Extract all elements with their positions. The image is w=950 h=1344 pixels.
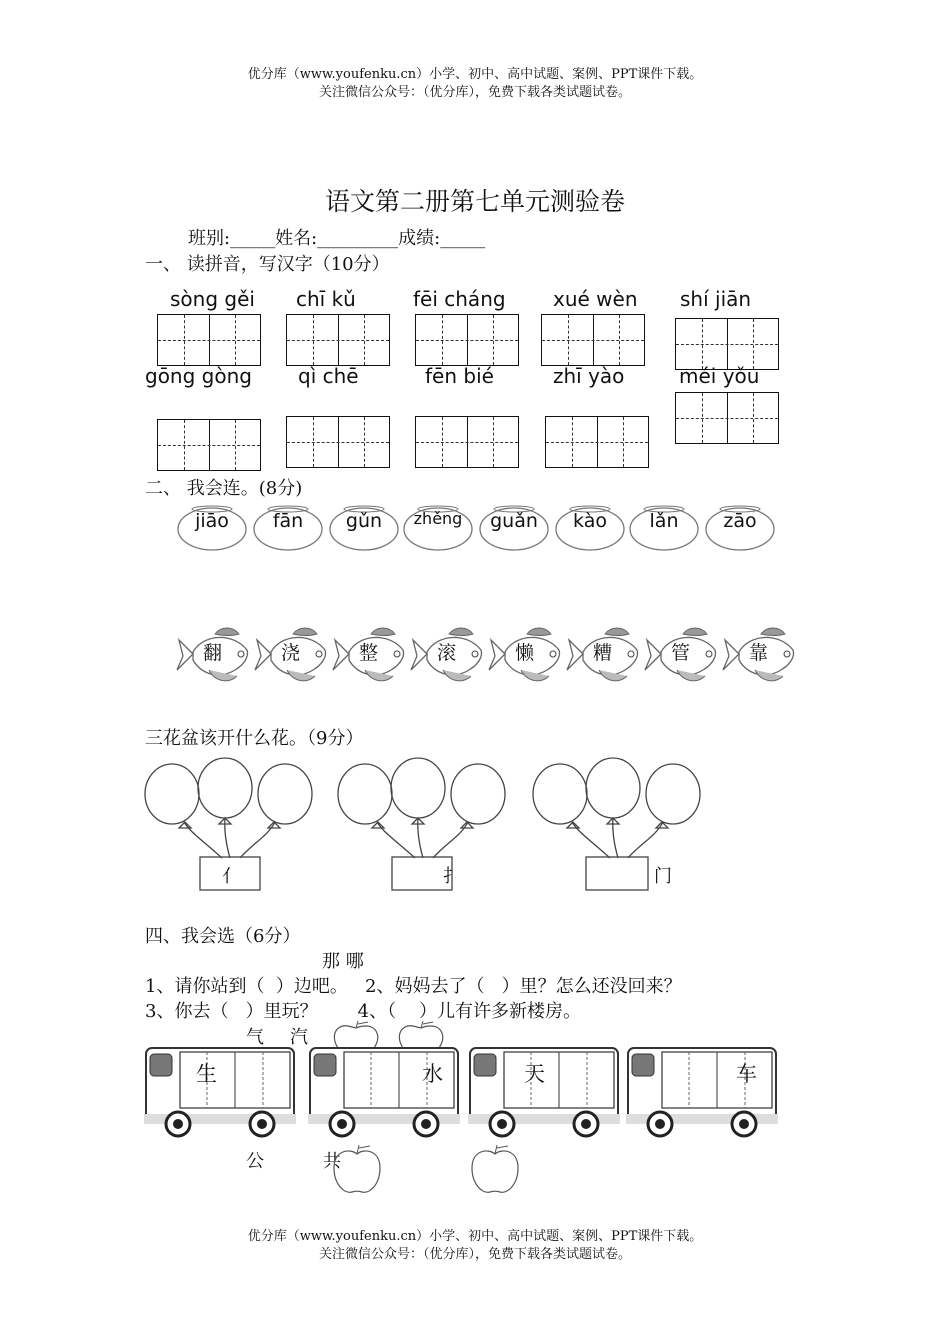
writing-box[interactable]	[415, 416, 519, 468]
writing-box[interactable]	[157, 314, 261, 366]
writing-box[interactable]	[675, 318, 779, 370]
writing-box[interactable]	[157, 419, 261, 471]
writing-box[interactable]	[415, 314, 519, 366]
bus-char-3: 天	[524, 1062, 545, 1086]
fish[interactable]	[409, 622, 487, 686]
fish-char: 靠	[749, 642, 769, 664]
word-qi-1: 气	[246, 1027, 264, 1048]
bowl-pinyin: zhěng	[413, 509, 463, 528]
bowl-pinyin: kào	[573, 510, 607, 532]
fish[interactable]	[331, 622, 409, 686]
pinyin-1-3: fēi cháng	[413, 287, 506, 311]
bus	[468, 1046, 620, 1138]
writing-box[interactable]	[286, 314, 390, 366]
bowl-pinyin: fān	[272, 510, 304, 532]
bus-char-4: 车	[736, 1062, 757, 1086]
footer-line-1: 优分库（www.youfenku.cn）小学、初中、高中试题、案例、PPT课件下载。	[247, 1229, 703, 1244]
word-qi-2: 汽	[290, 1027, 308, 1048]
apple-icon[interactable]	[468, 1142, 522, 1196]
fish-char: 糟	[593, 642, 613, 664]
bowl-pinyin: jiāo	[195, 510, 229, 532]
writing-box[interactable]	[286, 416, 390, 468]
question-line-2: 3、你去（ ）里玩？ 4、（ ）儿有许多新楼房。	[145, 1001, 582, 1022]
bowl[interactable]	[252, 502, 324, 552]
bus	[626, 1046, 778, 1138]
choice-options: 那 哪	[322, 951, 364, 972]
pot-radical-3: 门	[654, 866, 672, 887]
bowl-pinyin: zāo	[723, 510, 757, 532]
fish-char: 管	[671, 642, 691, 664]
fish-char: 整	[359, 642, 379, 664]
question-line-1: 1、请你站到（ ）边吧。 2、妈妈去了（ ）里？怎么还没回来？	[145, 976, 682, 997]
bowl[interactable]	[478, 502, 550, 552]
pot-radical-1: 亻	[222, 866, 240, 887]
fish[interactable]	[175, 622, 253, 686]
fish-char: 翻	[203, 642, 223, 664]
pinyin-2-2: qì chē	[298, 364, 359, 388]
fish[interactable]	[643, 622, 721, 686]
fish-char: 浇	[281, 642, 301, 664]
writing-box[interactable]	[545, 416, 649, 468]
header-line-2: 关注微信公众号：（优分库），免费下载各类试题试卷。	[318, 85, 631, 100]
writing-box[interactable]	[541, 314, 645, 366]
writing-box[interactable]	[675, 392, 779, 444]
footer-line-2: 关注微信公众号：（优分库），免费下载各类试题试卷。	[318, 1247, 631, 1262]
pinyin-2-5: méi yǒu	[679, 364, 760, 388]
pinyin-2-1: gōng gòng	[145, 364, 252, 388]
pinyin-2-4: zhī yào	[553, 364, 625, 388]
bus-char-2: 水	[422, 1062, 443, 1086]
word-gong: 公	[246, 1151, 264, 1172]
page-title: 语文第二册第七单元测验卷	[324, 187, 625, 216]
fish[interactable]	[253, 622, 331, 686]
fish[interactable]	[487, 622, 565, 686]
fish[interactable]	[565, 622, 643, 686]
bowl-pinyin: lǎn	[649, 510, 679, 532]
bus-char-1: 生	[196, 1062, 217, 1086]
pinyin-2-3: fēn bié	[425, 364, 494, 388]
section3-heading: 三花盆该开什么花。（9分）	[145, 728, 364, 749]
bowl-pinyin: gǔn	[345, 510, 383, 532]
word-gong-2: 共	[323, 1151, 341, 1172]
pinyin-1-1: sòng gěi	[170, 287, 255, 311]
bus	[144, 1046, 296, 1138]
fish[interactable]	[721, 622, 799, 686]
fish-char: 懒	[515, 642, 535, 664]
bowl[interactable]	[176, 502, 248, 552]
bowl[interactable]	[402, 502, 474, 552]
bowl[interactable]	[328, 502, 400, 552]
bowl[interactable]	[704, 502, 776, 552]
section1-heading: 一、 读拼音，写汉字（10分）	[145, 254, 390, 275]
pot-radical-2: 扌	[443, 866, 461, 887]
section2-heading: 二、 我会连。(8分)	[145, 478, 303, 499]
bowl[interactable]	[554, 502, 626, 552]
fish-char: 滚	[437, 642, 457, 664]
section4-heading: 四、我会选（6分）	[145, 926, 301, 947]
bus	[308, 1046, 460, 1138]
header-line-1: 优分库（www.youfenku.cn）小学、初中、高中试题、案例、PPT课件下载。	[247, 67, 703, 82]
pinyin-1-5: shí jiān	[680, 287, 752, 311]
pinyin-1-4: xué wèn	[553, 287, 638, 311]
info-line: 班别:_____姓名:_________成绩:_____	[188, 228, 486, 249]
apple-icon[interactable]	[330, 1142, 384, 1196]
pinyin-1-2: chī kǔ	[296, 287, 356, 311]
bowl-pinyin: guǎn	[490, 510, 538, 532]
bowl[interactable]	[628, 502, 700, 552]
